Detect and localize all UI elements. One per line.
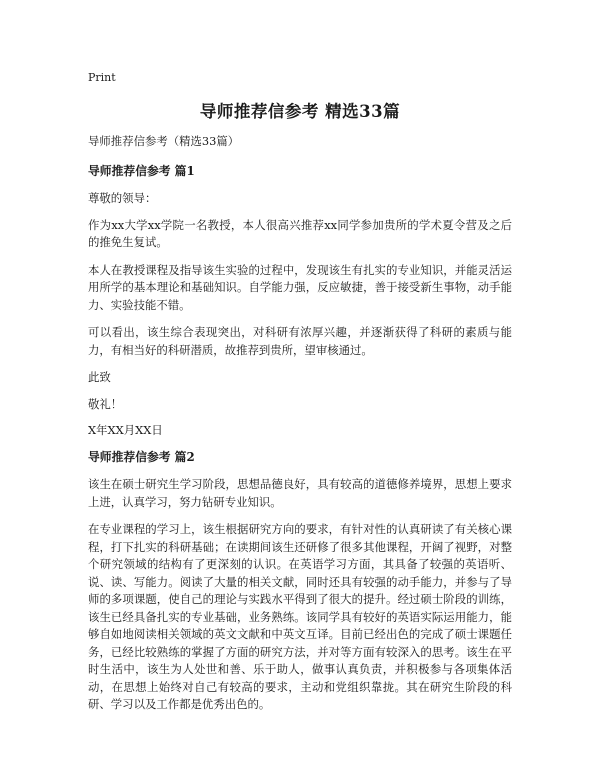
paragraph: 在专业课程的学习上，该生根据研究方向的要求，有针对性的认真研读了有关核心课程，打下扎实的科研基础；在读期间该生还研修了很多其他课程，开阔了视野，对整个研究领域的结构有了更深刻的认识。在英语学习方面，其具备了较强的英语听、说、读、写能力。阅读了大量的相关文献，同时还具有较强的动手能力，并参与了导师的多项课题，使自己的理论与实践水平得到了很大的提升。经过硕士阶段的训练，该生已经具备扎实的专业基础，业务熟练。该同学具有较好的英语实际运用能力，能够自如地阅读相关领域的英文文献和中英文互译。目前已经出色的完成了硕士课题任务，已经比较熟练的掌握了方面的研究方法，并对等方面有较深入的思考。该生在平时生活中，该生为人处世和善、乐于助人，做事认真负责，并积极参与各项集体活动，在思想上始终对自己有较高的要求，主动和党组织靠拢。其在研究生阶段的科研、学习以及工作都是优秀出色的。 bbox=[88, 522, 512, 711]
document-subtitle: 导师推荐信参考（精选33篇） bbox=[88, 134, 240, 148]
section-heading-2: 导师推荐信参考 篇2 bbox=[88, 449, 195, 464]
page-title: 导师推荐信参考 精选33篇 bbox=[199, 102, 401, 121]
paragraph: 本人在教授课程及指导该生实验的过程中，发现该生有扎实的专业知识，并能灵活运用所学的基本理论和基础知识。自学能力强，反应敏捷，善于接受新生事物，动手能力、实验技能不错。 bbox=[88, 262, 512, 312]
document-body bbox=[88, 133, 512, 724]
section-heading-1: 导师推荐信参考 篇1 bbox=[88, 163, 195, 178]
date-line: X年XX月XX日 bbox=[88, 423, 163, 437]
print-link[interactable]: Print bbox=[88, 71, 116, 84]
salutation: 尊敬的领导： bbox=[88, 191, 157, 205]
closing-regards: 敬礼！ bbox=[88, 396, 123, 411]
paragraph: 该生在硕士研究生学习阶段，思想品德良好，具有较高的道德修养境界，思想上要求上进，认真学习，努力钻研专业知识。 bbox=[88, 477, 512, 509]
paragraph: 作为xx大学xx学院一名教授，本人很高兴推荐xx同学参加贵所的学术夏令营及之后的推免生复试。 bbox=[88, 217, 512, 249]
paragraph: 可以看出，该生综合表现突出，对科研有浓厚兴趣，并逐渐获得了科研的素质与能力，有相当好的科研潜质，故推荐到贵所，望审核通过。 bbox=[88, 325, 512, 357]
closing-line: 此致 bbox=[88, 370, 111, 384]
